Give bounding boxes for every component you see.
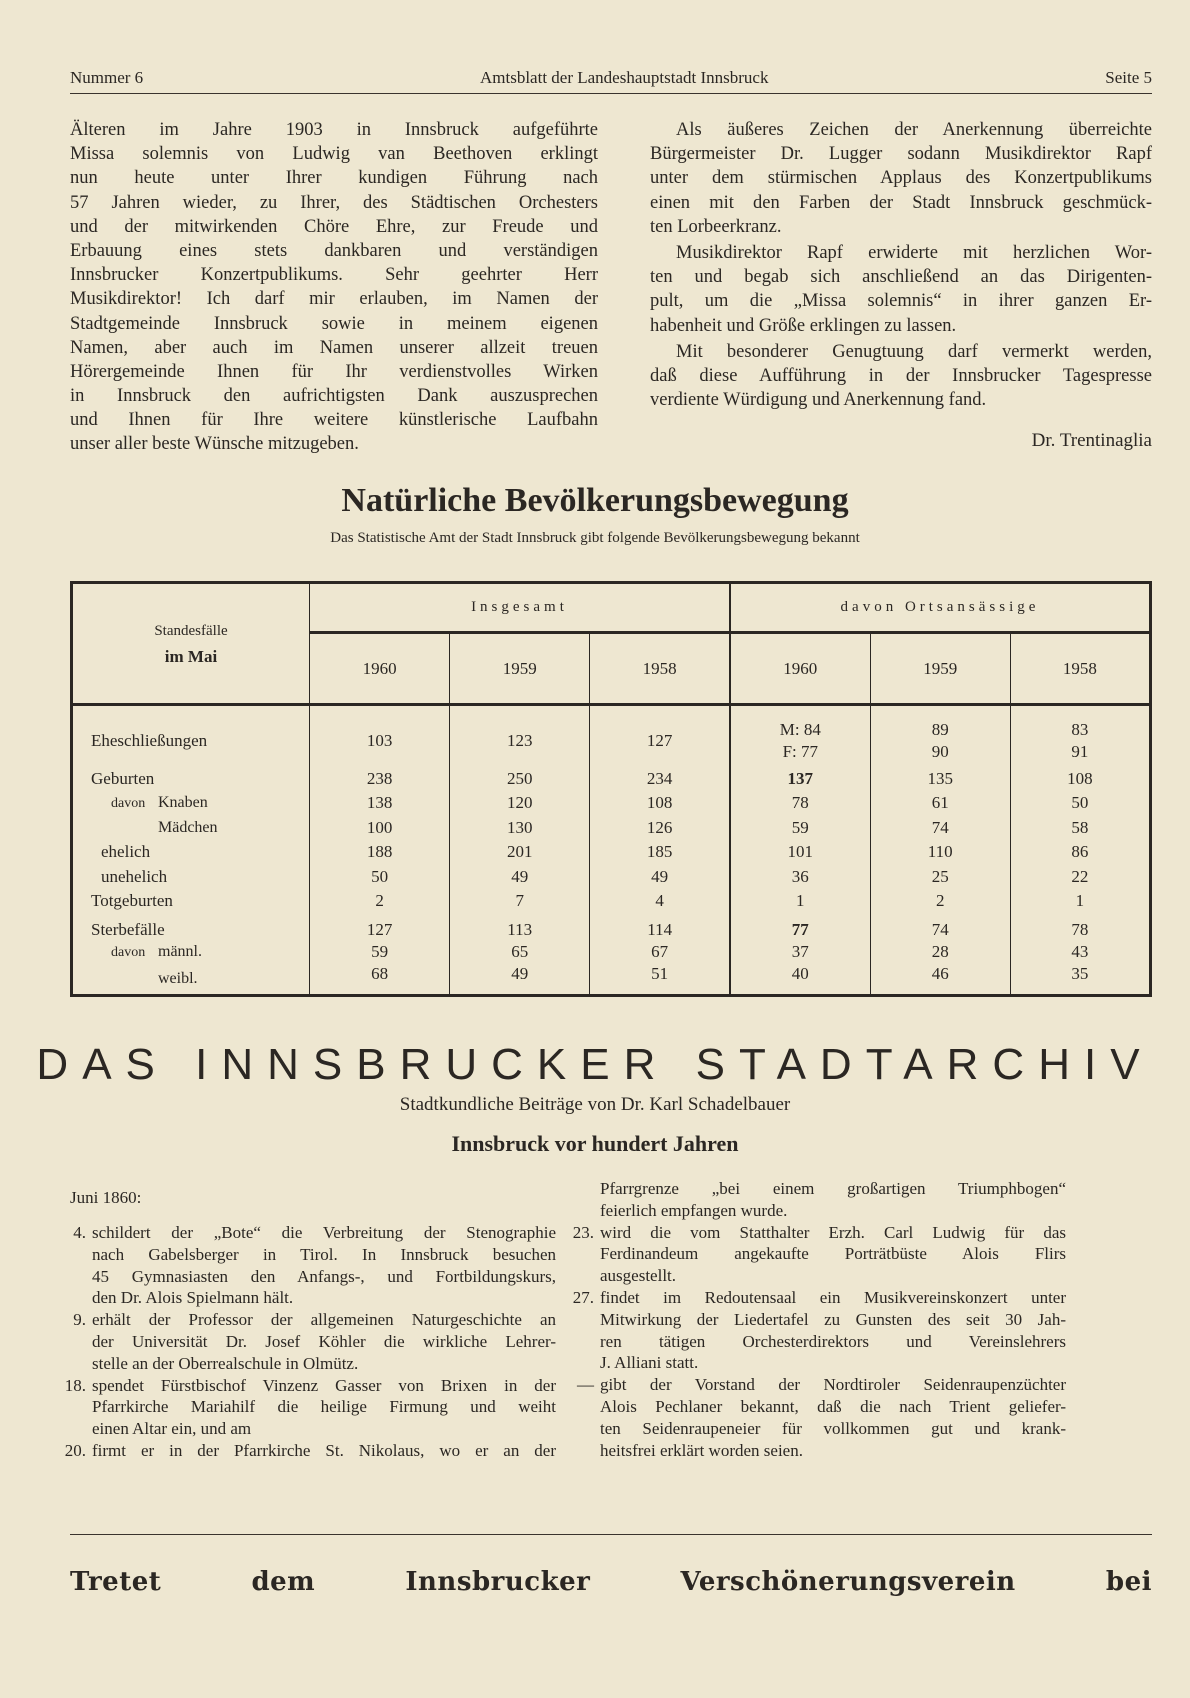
table-row xyxy=(72,840,1151,865)
cell-value: 114 xyxy=(590,914,730,940)
text-line: heitsfrei erklärt worden seien. xyxy=(600,1440,803,1460)
cell-value: 1 xyxy=(1010,889,1150,914)
text-line: Mitwirkung der Liedertafel zu Gunsten des seit 30 Jah- xyxy=(600,1309,1066,1329)
year-header: 1959 xyxy=(450,633,590,705)
cell-value: 36 xyxy=(730,865,870,890)
cell-value: 35 xyxy=(1010,964,1150,996)
cell-value: 50 xyxy=(310,865,450,890)
population-table xyxy=(70,581,1152,997)
text-line: in Innsbruck den aufrichtigsten Dank auszusprechen xyxy=(70,386,598,407)
item-text xyxy=(600,1222,1066,1287)
page-header xyxy=(70,68,1152,94)
row-label-text: Eheschließungen xyxy=(91,731,208,751)
list-item xyxy=(62,1375,556,1440)
text-line: Namen, aber auch im Namen unserer allzeit treuen xyxy=(70,337,598,358)
text-line: nun heute unter Ihrer kundigen Führung nach xyxy=(70,168,598,189)
paragraph xyxy=(650,241,1152,338)
cell-value: 25 xyxy=(870,865,1010,890)
table-row xyxy=(72,791,1151,816)
cell-value: 113 xyxy=(450,914,590,940)
item-number: — xyxy=(577,1375,594,1395)
cell-value: 51 xyxy=(590,964,730,996)
row-label-text: Sterbefälle xyxy=(91,919,165,939)
corner-line1: Standesfälle xyxy=(154,622,228,639)
text-line: Innsbrucker Konzertpublikums. Sehr geehrter Herr xyxy=(70,265,598,286)
text-line: firmt er in der Pfarrkirche St. Nikolaus, wo er an der xyxy=(92,1440,556,1460)
row-label xyxy=(72,865,310,890)
row-label xyxy=(72,816,310,841)
cell-value: 135 xyxy=(870,767,1010,792)
cell-value: 59 xyxy=(730,816,870,841)
cell-value: 86 xyxy=(1010,840,1150,865)
corner-header xyxy=(72,583,310,705)
table-row xyxy=(72,816,1151,841)
cell-value: 37 xyxy=(730,940,870,965)
cell-value: 185 xyxy=(590,840,730,865)
text-line: wird die vom Statthalter Erzh. Carl Ludwig für das xyxy=(600,1222,1066,1242)
cell-value: 22 xyxy=(1010,865,1150,890)
list-item xyxy=(570,1178,1066,1222)
cell-value: 138 xyxy=(310,791,450,816)
text-line: Pfarrgrenze „bei einem großartigen Triumphbogen“ xyxy=(600,1179,1066,1198)
cell-value: 2 xyxy=(870,889,1010,914)
text-line: und Ihnen für Ihre weitere künstlerische Laufbahn xyxy=(70,410,598,431)
row-label xyxy=(72,705,310,767)
cell-value: 234 xyxy=(590,767,730,792)
cell-value: 28 xyxy=(870,940,1010,965)
text-line: einen mit den Farben der Stadt Innsbruck geschmück- xyxy=(650,192,1152,213)
archive-title: DAS INNSBRUCKER STADTARCHIV xyxy=(36,1040,1154,1089)
row-label xyxy=(72,889,310,914)
table-row xyxy=(72,865,1151,890)
archive-heading: Innsbruck vor hundert Jahren xyxy=(451,1131,739,1156)
item-text xyxy=(600,1178,1066,1222)
archive-right-items xyxy=(570,1178,1066,1461)
table-row xyxy=(72,767,1151,792)
cell-value: 108 xyxy=(1010,767,1150,792)
text-line: feierlich empfangen wurde. xyxy=(600,1200,788,1220)
year-header: 1958 xyxy=(1010,633,1150,705)
row-label-text: unehelich xyxy=(101,866,168,886)
archive-left-items xyxy=(62,1222,556,1462)
row-label-text: Knaben xyxy=(158,794,208,812)
cell-value: 77 xyxy=(730,914,870,940)
cell-value: 50 xyxy=(1010,791,1150,816)
cell-value: 120 xyxy=(450,791,590,816)
text-line: Stadtgemeinde Innsbruck sowie in meinem eigenen xyxy=(70,313,598,334)
text-line: ten Lorbeerkranz. xyxy=(650,216,782,237)
text-line: ten Seidenraupeneier für vollkommen gut und krank- xyxy=(600,1418,1066,1438)
paragraph xyxy=(650,118,1152,239)
cell-value: 103 xyxy=(310,705,450,767)
cell-value: 7 xyxy=(450,889,590,914)
cell-value: 46 xyxy=(870,964,1010,996)
signature: Dr. Trentinaglia xyxy=(1031,430,1152,451)
text-line: der Universität Dr. Josef Köhler die wirkliche Lehrer- xyxy=(92,1331,556,1351)
row-label xyxy=(72,840,310,865)
list-item xyxy=(62,1222,556,1309)
text-line: Mit besonderer Genugtuung darf vermerkt werden, xyxy=(676,341,1152,362)
row-label-text: ehelich xyxy=(101,842,151,862)
cell-value: 78 xyxy=(730,791,870,816)
group-header-total: Insgesamt xyxy=(310,583,730,633)
text-line: Musikdirektor! Ich darf mir erlauben, im Namen der xyxy=(70,289,598,310)
article-left-column xyxy=(70,118,598,457)
cell-value: 126 xyxy=(590,816,730,841)
text-line: J. Alliani statt. xyxy=(600,1353,699,1373)
cell-value: 49 xyxy=(450,964,590,996)
item-number: 23. xyxy=(572,1222,594,1242)
table-row xyxy=(72,705,1151,767)
text-line: Ferdinandeum angekaufte Porträtbüste Alois Flirs xyxy=(600,1244,1066,1264)
banner: Tretet dem Innsbrucker Verschönerungsverein bei xyxy=(70,1567,1152,1597)
table-row xyxy=(72,889,1151,914)
cell-value: 83 91 xyxy=(1010,705,1150,767)
cell-value: 4 xyxy=(590,889,730,914)
text-line: ren tätigen Orchesterdirektors und Vereinslehrers xyxy=(600,1331,1066,1351)
text-line: 57 Jahren wieder, zu Ihrer, des Städtischen Orchesters xyxy=(70,192,598,213)
cell-value: 108 xyxy=(590,791,730,816)
item-text xyxy=(92,1222,556,1309)
text-line: 45 Gymnasiasten den Anfangs-, und Fortbildungskurs, xyxy=(92,1266,556,1286)
text-line: pult, um die „Missa solemnis“ in ihrer ganzen Er- xyxy=(650,291,1152,312)
text-line: ten und begab sich anschließend an das Dirigenten- xyxy=(650,267,1152,288)
item-text xyxy=(600,1374,1066,1461)
article-right-column xyxy=(650,118,1152,414)
cell-value: 201 xyxy=(450,840,590,865)
year-header: 1958 xyxy=(590,633,730,705)
cell-value: 101 xyxy=(730,840,870,865)
cell-value: 61 xyxy=(870,791,1010,816)
cell-value: 68 xyxy=(310,964,450,996)
table-row xyxy=(72,914,1151,940)
text-line: unser aller beste Wünsche mitzugeben. xyxy=(70,434,359,455)
cell-value: 49 xyxy=(590,865,730,890)
publication-title: Amtsblatt der Landeshauptstadt Innsbruck xyxy=(479,68,769,87)
text-line: erhält der Professor der allgemeinen Naturgeschichte an xyxy=(92,1310,556,1330)
text-line: findet im Redoutensaal ein Musikvereinskonzert unter xyxy=(600,1287,1066,1307)
cell-value: 58 xyxy=(1010,816,1150,841)
cell-value: 250 xyxy=(450,767,590,792)
list-item xyxy=(570,1374,1066,1461)
item-number: 27. xyxy=(572,1287,594,1307)
text-line: Missa solemnis von Ludwig van Beethoven erklingt xyxy=(70,144,598,165)
text-line: gibt der Vorstand der Nordtiroler Seidenraupenzüchter xyxy=(600,1375,1066,1395)
text-line: und der mitwirkenden Chöre Ehre, zur Freude und xyxy=(70,216,598,237)
text-line: Bürgermeister Dr. Lugger sodann Musikdirektor Rapf xyxy=(650,144,1152,165)
cell-value: 40 xyxy=(730,964,870,996)
list-item xyxy=(570,1222,1066,1287)
item-number: 4. xyxy=(73,1223,86,1242)
cell-value: 65 xyxy=(450,940,590,965)
divider xyxy=(70,1534,1152,1535)
text-line: Alois Pechlaner bekannt, daß die nach Trient geliefer- xyxy=(600,1396,1066,1416)
cell-value: 67 xyxy=(590,940,730,965)
item-number: 9. xyxy=(73,1310,86,1330)
cell-value: 100 xyxy=(310,816,450,841)
cell-value: 123 xyxy=(450,705,590,767)
list-item xyxy=(62,1440,556,1462)
stats-title: Natürliche Bevölkerungsbewegung xyxy=(341,482,849,519)
text-line: habenheit und Größe erklingen zu lassen. xyxy=(650,315,957,336)
cell-value: 188 xyxy=(310,840,450,865)
year-header: 1960 xyxy=(730,633,870,705)
item-text xyxy=(92,1375,556,1440)
cell-value: 89 90 xyxy=(870,705,1010,767)
cell-value: 78 xyxy=(1010,914,1150,940)
cell-value: 43 xyxy=(1010,940,1150,965)
cell-value: 74 xyxy=(870,914,1010,940)
text-line: daß diese Aufführung in der Innsbrucker Tagespresse xyxy=(650,365,1152,386)
item-text xyxy=(92,1440,556,1462)
row-label-text: Geburten xyxy=(91,768,155,788)
row-label-text: weibl. xyxy=(158,970,198,987)
archive-date: Juni 1860: xyxy=(70,1188,142,1207)
year-header: 1960 xyxy=(310,633,450,705)
cell-value: M: 84 F: 77 xyxy=(730,705,870,767)
text-line: nach Gabelsberger in Tirol. In Innsbruck besuchen xyxy=(92,1244,556,1264)
cell-value: 127 xyxy=(590,705,730,767)
item-text xyxy=(600,1287,1066,1374)
text-line: stelle an der Oberrealschule in Olmütz. xyxy=(92,1353,359,1373)
text-line: verdiente Würdigung und Anerkennung fand. xyxy=(650,390,987,411)
text-line: den Dr. Alois Spielmann hält. xyxy=(92,1288,294,1308)
archive-subtitle: Stadtkundliche Beiträge von Dr. Karl Schadelbauer xyxy=(399,1094,791,1115)
issue-number: Nummer 6 xyxy=(70,68,144,87)
cell-value: 2 xyxy=(310,889,450,914)
row-label xyxy=(72,914,310,940)
cell-value: 59 xyxy=(310,940,450,965)
cell-value: 74 xyxy=(870,816,1010,841)
text-line: Musikdirektor Rapf erwiderte mit herzlichen Wor- xyxy=(676,242,1152,263)
cell-value: 130 xyxy=(450,816,590,841)
row-label xyxy=(72,791,310,816)
text-line: einen Altar ein, und am xyxy=(92,1419,252,1439)
table-row xyxy=(72,940,1151,965)
paragraph xyxy=(650,340,1152,413)
text-line: Pfarrkirche Mariahilf die heilige Firmung und weiht xyxy=(92,1397,556,1417)
cell-value: 127 xyxy=(310,914,450,940)
year-header: 1959 xyxy=(870,633,1010,705)
stats-subtitle: Das Statistische Amt der Stadt Innsbruck gibt folgende Bevölkerungsbewegung bekannt xyxy=(330,530,860,546)
row-label xyxy=(72,940,310,965)
row-label-text: männl. xyxy=(158,942,202,960)
text-line: spendet Fürstbischof Vinzenz Gasser von Brixen in der xyxy=(92,1375,556,1395)
item-number xyxy=(570,1178,600,1222)
text-line: Als äußeres Zeichen der Anerkennung überreichte xyxy=(676,120,1152,140)
davon-label: davon xyxy=(111,796,146,811)
page-number: Seite 5 xyxy=(1105,68,1152,87)
row-label xyxy=(72,964,310,996)
list-item xyxy=(570,1287,1066,1374)
group-header-residents: davon Ortsansässige xyxy=(730,583,1151,633)
davon-label: davon xyxy=(111,944,146,960)
text-line: Hörergemeinde Ihnen für Ihr verdienstvolles Wirken xyxy=(70,361,598,382)
text-line: unter dem stürmischen Applaus des Konzertpublikums xyxy=(650,168,1152,189)
item-number: 18. xyxy=(64,1375,86,1395)
text-line: Erbauung eines stets dankbaren und verständigen xyxy=(70,240,598,261)
text-line: ausgestellt. xyxy=(600,1266,677,1286)
item-number: 20. xyxy=(64,1440,86,1460)
cell-value: 137 xyxy=(730,767,870,792)
text-line: schildert der „Bote“ die Verbreitung der Stenographie xyxy=(92,1223,556,1242)
table-row xyxy=(72,964,1151,996)
corner-line2: im Mai xyxy=(164,646,218,666)
row-label xyxy=(72,767,310,792)
item-text xyxy=(92,1309,556,1374)
text-line: Älteren im Jahre 1903 in Innsbruck aufgeführte xyxy=(70,120,598,140)
list-item xyxy=(62,1309,556,1374)
cell-value: 110 xyxy=(870,840,1010,865)
row-label-text: Totgeburten xyxy=(91,891,173,911)
cell-value: 1 xyxy=(730,889,870,914)
row-label-text: Mädchen xyxy=(158,818,218,836)
cell-value: 49 xyxy=(450,865,590,890)
cell-value: 238 xyxy=(310,767,450,792)
